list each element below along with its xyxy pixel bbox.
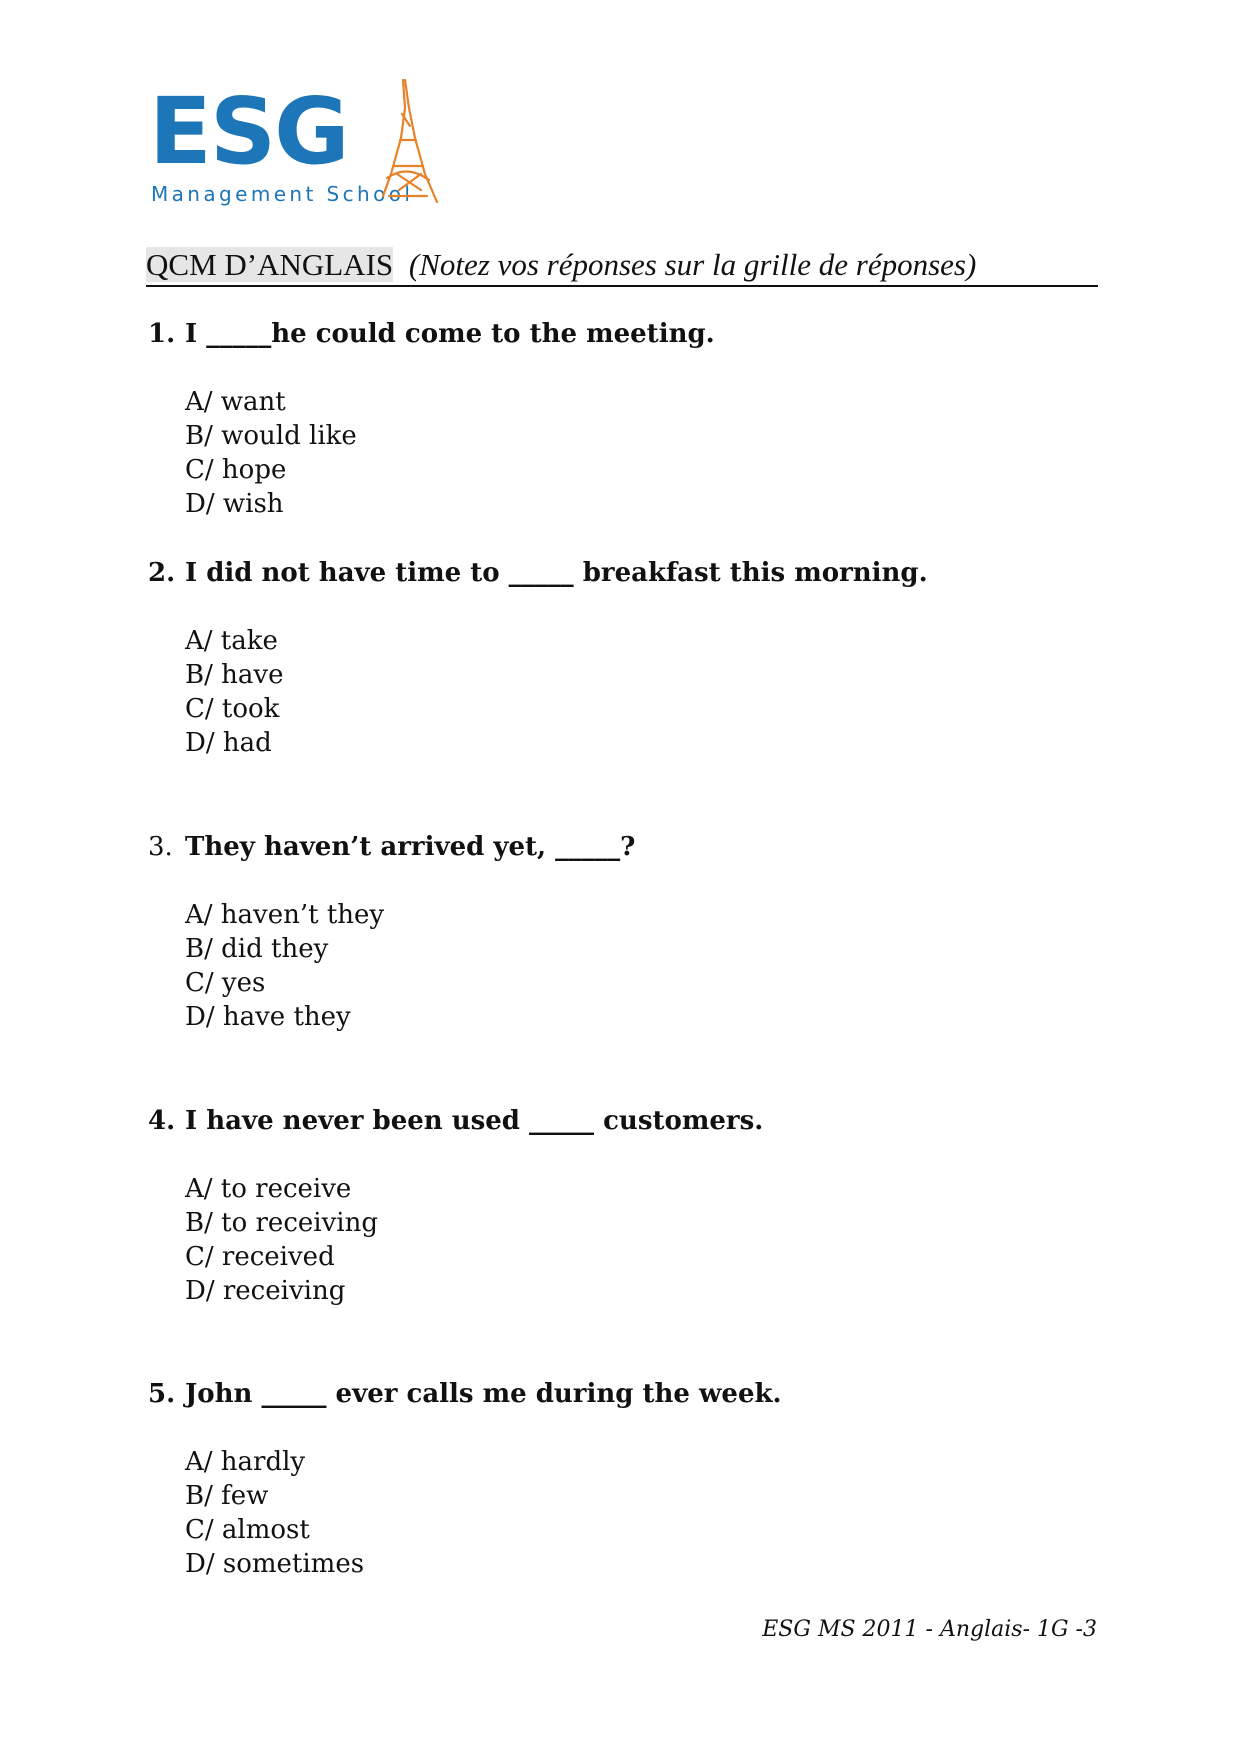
logo-subtitle: Management School — [151, 182, 414, 206]
quiz-title: QCM D’ANGLAIS — [146, 247, 394, 282]
question-4 — [148, 1104, 763, 1138]
option-c: C/ yes — [185, 968, 266, 998]
question-3 — [148, 830, 635, 864]
question-1 — [148, 317, 715, 351]
option-a: A/ haven’t they — [185, 900, 385, 930]
quiz-instruction: (Notez vos réponses sur la grille de réponses) — [408, 247, 977, 282]
option-a: A/ take — [185, 626, 278, 656]
question-text: I _____he could come to the meeting. — [185, 319, 715, 349]
page-footer: ESG MS 2011 - Anglais- 1G -3 — [762, 1617, 1097, 1642]
option-a: A/ want — [185, 387, 286, 417]
option-c: C/ received — [185, 1242, 335, 1272]
option-b: B/ have — [185, 660, 284, 690]
question-text: I have never been used _____ customers. — [185, 1106, 764, 1136]
option-d: D/ have they — [185, 1002, 351, 1032]
question-number: 1. — [148, 319, 176, 349]
question-text: John _____ ever calls me during the week. — [185, 1379, 782, 1409]
question-text: I did not have time to _____ breakfast this morning. — [185, 558, 928, 588]
logo-brand: ESG — [149, 78, 348, 185]
option-a: A/ hardly — [185, 1447, 306, 1477]
option-b: B/ would like — [185, 421, 357, 451]
option-d: D/ sometimes — [185, 1549, 365, 1579]
quiz-heading — [146, 245, 1098, 287]
option-b: B/ did they — [185, 934, 329, 964]
option-b: B/ few — [185, 1481, 269, 1511]
question-5 — [148, 1377, 782, 1411]
question-2 — [148, 556, 928, 590]
eiffel-tower-icon — [381, 78, 441, 206]
question-number: 4. — [148, 1106, 176, 1136]
option-c: C/ almost — [185, 1515, 310, 1545]
question-text: They haven’t arrived yet, _____? — [185, 832, 636, 862]
option-d: D/ had — [185, 728, 272, 758]
option-c: C/ hope — [185, 455, 287, 485]
question-number: 2. — [148, 558, 176, 588]
question-number: 5. — [148, 1379, 176, 1409]
options-3 — [185, 898, 384, 1034]
esg-logo — [149, 78, 439, 208]
option-d: D/ receiving — [185, 1276, 346, 1306]
option-c: C/ took — [185, 694, 280, 724]
option-b: B/ to receiving — [185, 1208, 378, 1238]
options-5 — [185, 1445, 364, 1581]
options-2 — [185, 624, 283, 760]
options-1 — [185, 385, 357, 521]
option-a: A/ to receive — [185, 1174, 352, 1204]
question-number: 3. — [148, 832, 173, 862]
option-d: D/ wish — [185, 489, 284, 519]
options-4 — [185, 1172, 378, 1308]
